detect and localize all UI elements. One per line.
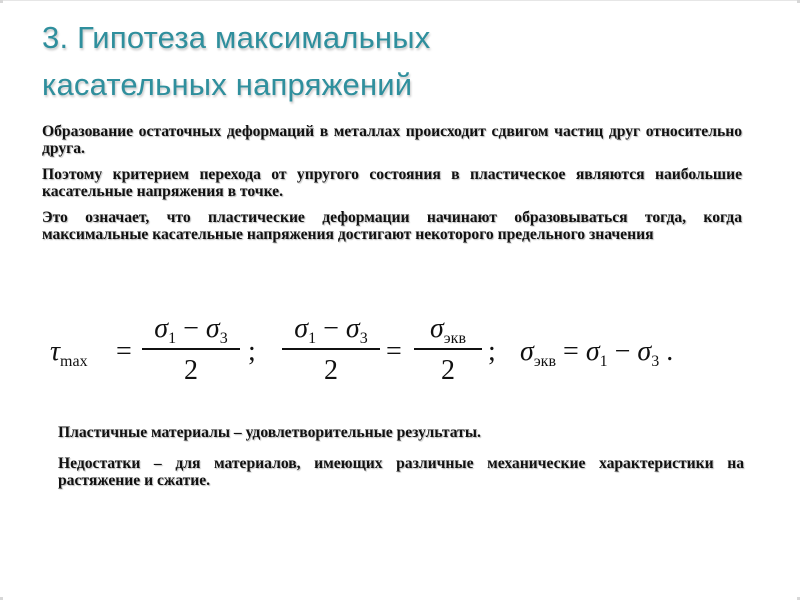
tau-symbol: τ	[50, 336, 61, 367]
fraction-1	[142, 312, 240, 388]
fraction-2-denominator: 2	[324, 354, 338, 386]
body-paragraphs	[42, 124, 742, 243]
minus-1: −	[176, 313, 206, 344]
fraction-1-numerator	[142, 312, 240, 346]
sigma-1-index: 1	[599, 353, 608, 370]
sigma-3-symbol: σ	[345, 313, 360, 344]
paragraph-3: Это означает, что пластические деформации начинают образовываться тогда, когда максимальные касательные напряжения достигают некоторого предельного значения	[42, 209, 742, 243]
formula-tau-max	[50, 336, 88, 371]
conclusions-block	[58, 424, 744, 503]
formula-equals-2: =	[386, 336, 402, 367]
fraction-3	[414, 312, 482, 388]
formula-semicolon-2: ;	[488, 336, 496, 367]
fraction-1-denominator: 2	[184, 354, 198, 386]
fraction-1-bar	[142, 348, 240, 350]
fraction-2-bar	[282, 348, 380, 350]
sigma-1-index: 1	[168, 330, 177, 347]
slide-title	[42, 14, 762, 108]
formula-equals-1: =	[116, 336, 132, 367]
formula-equals-3: =	[563, 336, 579, 367]
minus-2: −	[316, 313, 346, 344]
sigma-3-index: 3	[651, 353, 660, 370]
slide-title-line-1: 3. Гипотеза максимальных	[42, 20, 431, 55]
conclusion-2: Недостатки – для материалов, имеющих различные механические характеристики на растяжение и сжатие.	[58, 455, 744, 489]
sigma-ekv-symbol: σ	[429, 313, 444, 344]
sigma-ekv-index: экв	[533, 353, 557, 370]
sigma-ekv-index: экв	[443, 330, 466, 347]
fraction-3-denominator: 2	[441, 354, 455, 386]
sigma-1-symbol: σ	[154, 313, 169, 344]
sigma-3-index: 3	[219, 330, 228, 347]
formula-sigma-ekv-expression	[520, 336, 673, 371]
top-border-line	[0, 0, 800, 1]
sigma-3-symbol: σ	[637, 336, 652, 367]
formula-period: .	[666, 336, 674, 367]
sigma-1-index: 1	[308, 330, 317, 347]
slide-title-line-2: касательных напряжений	[42, 67, 413, 102]
sigma-3-index: 3	[359, 330, 368, 347]
fraction-3-numerator	[414, 312, 482, 346]
tau-subscript: max	[60, 353, 88, 370]
minus-3: −	[607, 336, 638, 367]
paragraph-1: Образование остаточных деформаций в металлах происходит сдвигом частиц друг относительно друга.	[42, 123, 742, 157]
fraction-2-numerator	[282, 312, 380, 346]
formula-block	[50, 312, 770, 402]
sigma-ekv-symbol: σ	[520, 336, 534, 367]
formula-semicolon-1: ;	[248, 336, 256, 367]
paragraph-2: Поэтому критерием перехода от упругого состояния в пластическое являются наибольшие касательные напряжения в точке.	[42, 166, 742, 200]
fraction-3-bar	[414, 348, 482, 350]
sigma-1-symbol: σ	[294, 313, 309, 344]
corner-marker-top-left	[0, 0, 3, 3]
sigma-3-symbol: σ	[205, 313, 220, 344]
sigma-1-symbol: σ	[585, 336, 600, 367]
conclusion-1: Пластичные материалы – удовлетворительные результаты.	[58, 424, 481, 441]
fraction-2	[282, 312, 380, 388]
